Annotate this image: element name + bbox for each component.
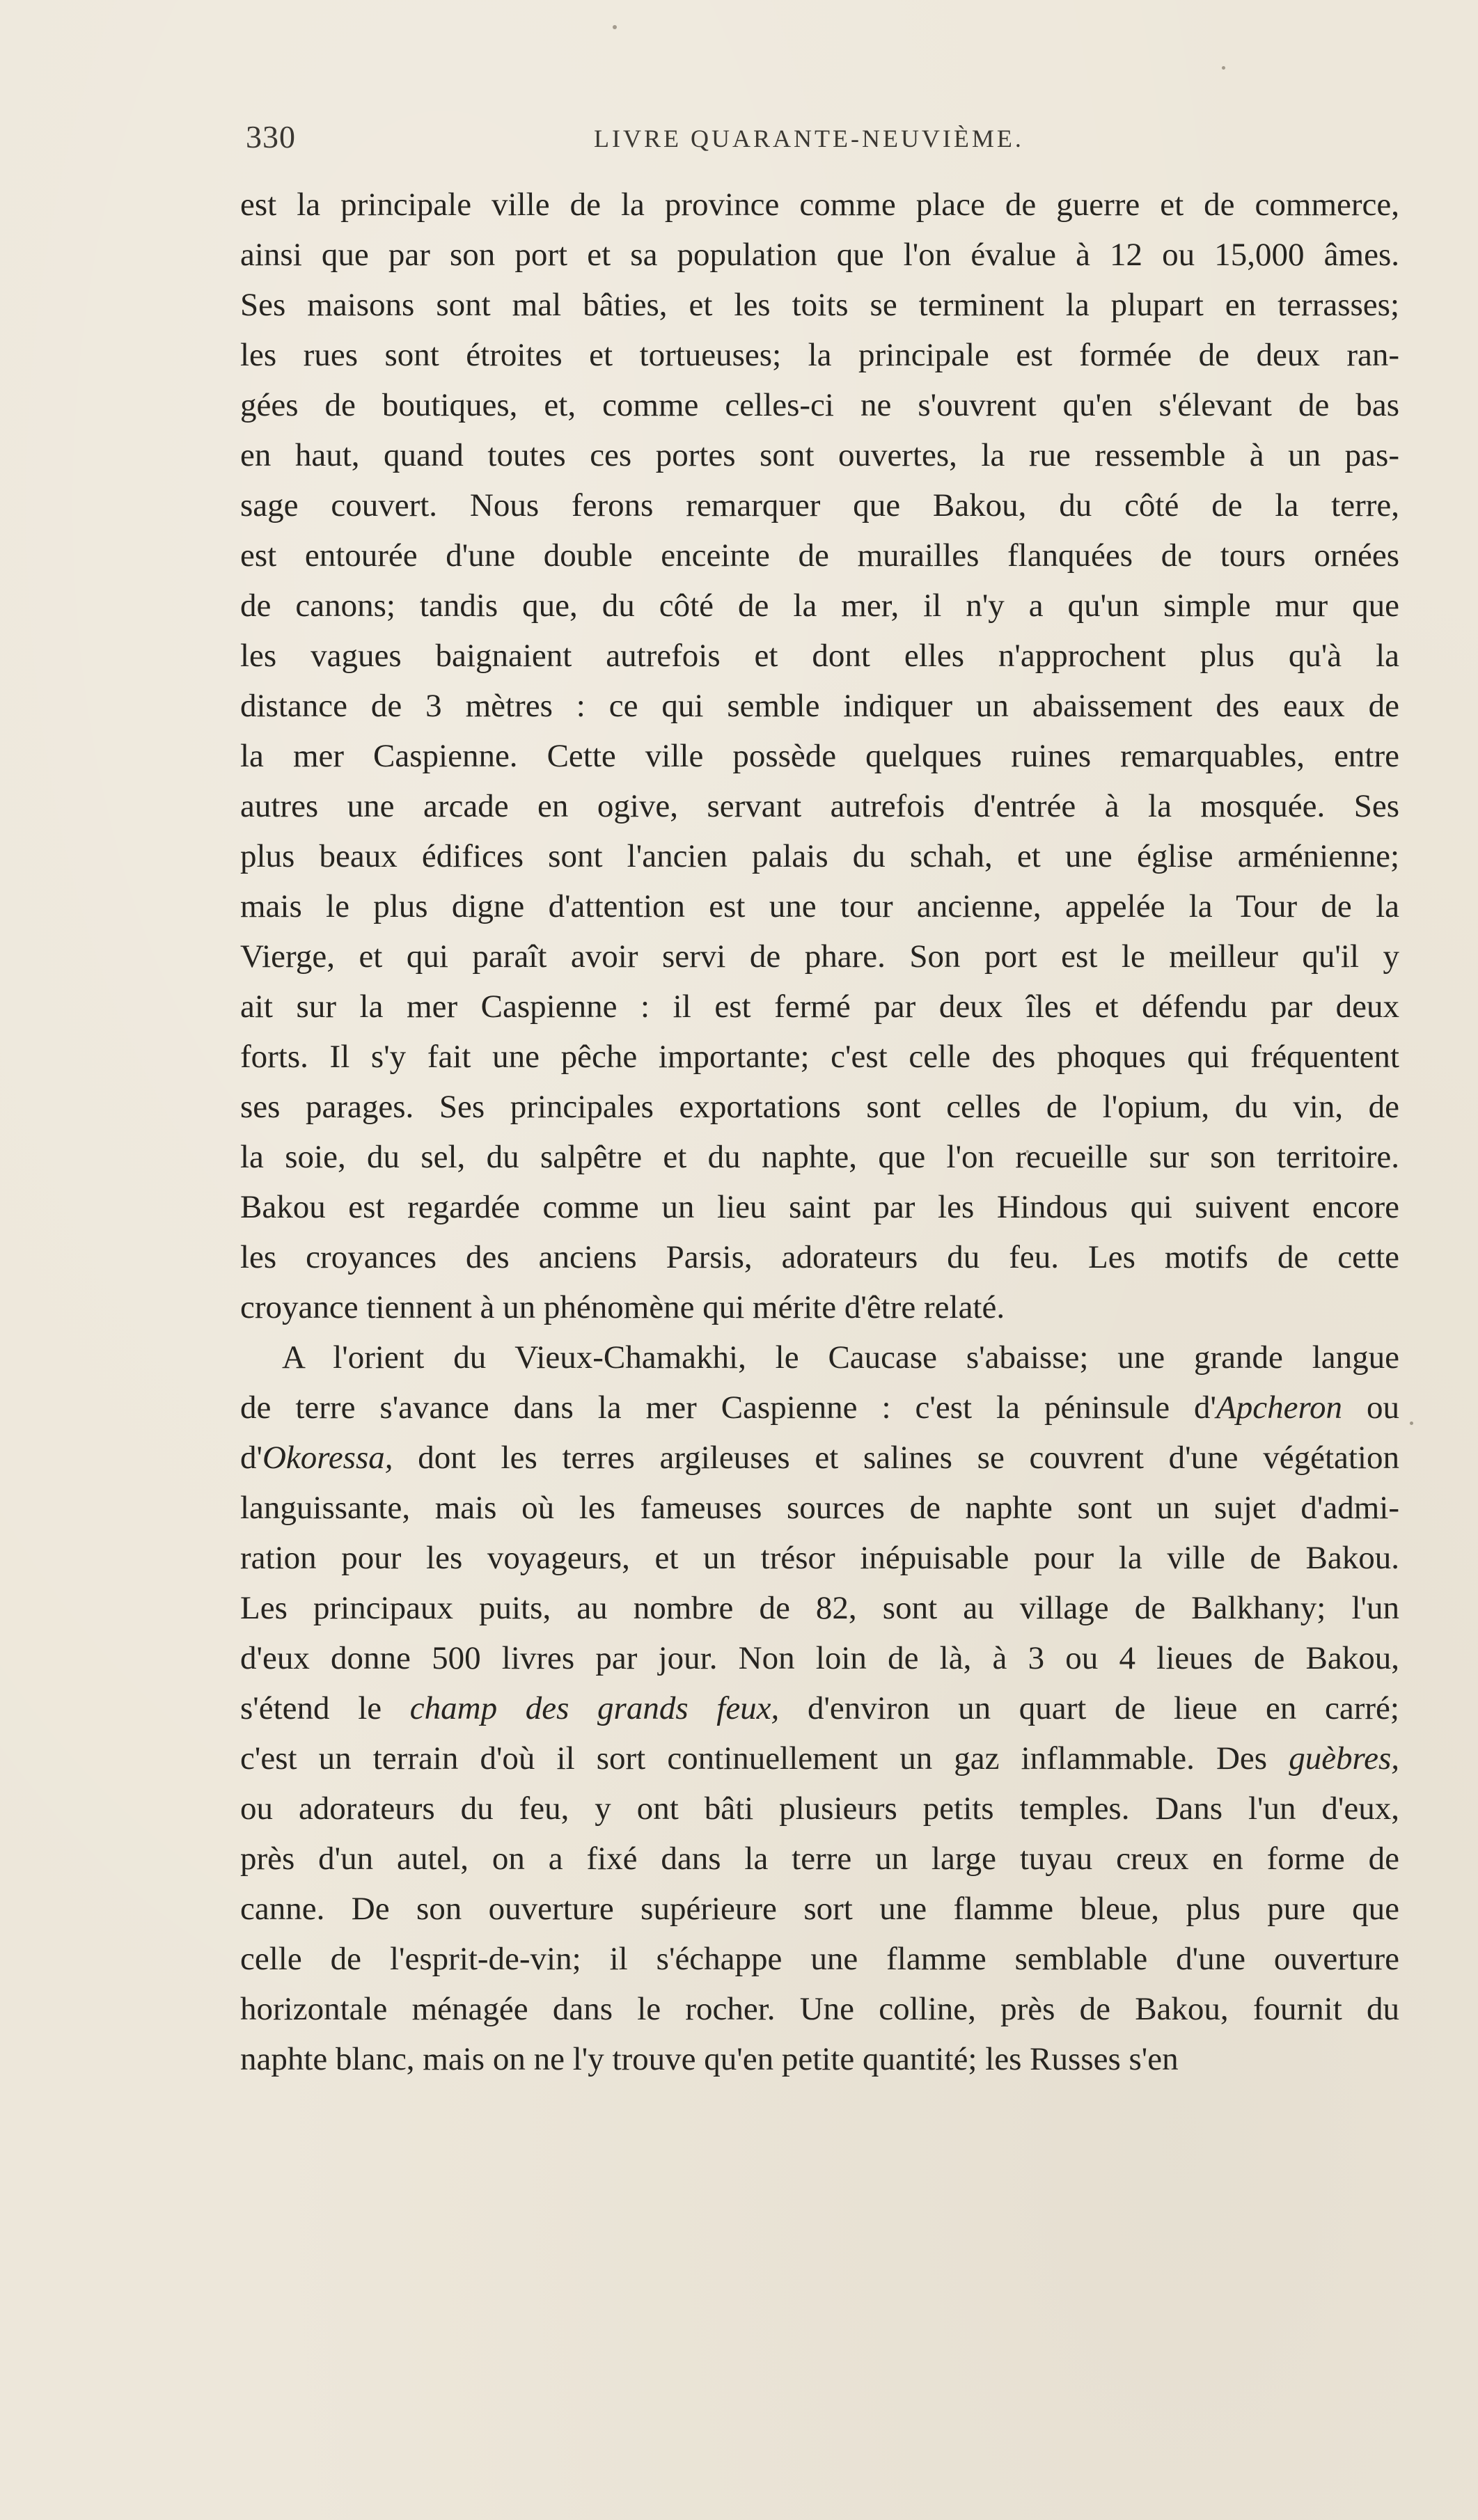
text-line	[240, 1533, 1399, 1583]
text-line	[240, 581, 1399, 631]
text-line	[240, 631, 1399, 681]
text-line	[240, 881, 1399, 931]
text-run: canne. De son ouverture supérieure sort une flamme bleue, plus pure que	[240, 1891, 1399, 1927]
text-run: Les principaux puits, au nombre de 82, sont au village de Balkhany; l'un	[240, 1590, 1399, 1626]
running-head	[246, 118, 1401, 160]
text-run: celle de l'esprit-de-vin; il s'échappe une flamme semblable d'une ouverture	[240, 1941, 1399, 1977]
text-run: les rues sont étroites et tortueuses; la principale est formée de deux ran-	[240, 337, 1399, 373]
text-run: ainsi que par son port et sa population que l'on évalue à 12 ou 15,000 âmes.	[240, 237, 1399, 273]
text-run: est la principale ville de la province comme place de guerre et de commerce,	[240, 187, 1399, 223]
text-run: Bakou est regardée comme un lieu saint par les Hindous qui suivent encore	[240, 1189, 1399, 1225]
text-line	[240, 2034, 1399, 2084]
text-line	[240, 1683, 1399, 1733]
text-line	[240, 1433, 1399, 1483]
text-run: distance de 3 mètres : ce qui semble indiquer un abaissement des eaux de	[240, 688, 1399, 724]
text-line	[240, 1633, 1399, 1683]
text-run: A l'orient du Vieux-Chamakhi, le Caucase s'abaisse; une grande langue	[282, 1339, 1399, 1376]
text-run: en haut, quand toutes ces portes sont ouvertes, la rue ressemble à un pas-	[240, 437, 1399, 473]
page-number: 330	[246, 119, 296, 155]
text-line	[240, 731, 1399, 781]
text-line	[240, 480, 1399, 530]
italic-text: champ des grands feux,	[409, 1690, 780, 1726]
running-title: LIVRE QUARANTE-NEUVIÈME.	[594, 125, 1024, 152]
italic-text: Apcheron	[1216, 1389, 1343, 1426]
text-run: ration pour les voyageurs, et un trésor inépuisable pour la ville de Bakou.	[240, 1540, 1399, 1576]
text-line	[240, 530, 1399, 581]
text-line	[240, 1583, 1399, 1633]
text-run: croyance tiennent à un phénomène qui mérite d'être relaté.	[240, 1289, 1005, 1325]
text-run: horizontale ménagée dans le rocher. Une colline, près de Bakou, fournit du	[240, 1991, 1399, 2027]
text-line	[240, 1232, 1399, 1282]
text-run: de canons; tandis que, du côté de la mer, il n'y a qu'un simple mur que	[240, 588, 1399, 624]
text-line	[240, 1733, 1399, 1783]
text-run: plus beaux édifices sont l'ancien palais du schah, et une église arménienne;	[240, 838, 1399, 874]
text-line	[240, 330, 1399, 380]
text-line	[240, 681, 1399, 731]
text-line	[240, 1783, 1399, 1834]
text-run: ou adorateurs du feu, y ont bâti plusieurs petits temples. Dans l'un d'eux,	[240, 1790, 1399, 1827]
text-run: mais le plus digne d'attention est une tour ancienne, appelée la Tour de la	[240, 888, 1399, 924]
text-run: c'est un terrain d'où il sort continuellement un gaz inflammable. Des	[240, 1740, 1289, 1777]
text-run: naphte blanc, mais on ne l'y trouve qu'en petite quantité; les Russes s'en	[240, 2041, 1179, 2077]
text-line	[240, 1383, 1399, 1433]
text-run: sage couvert. Nous ferons remarquer que Bakou, du côté de la terre,	[240, 487, 1399, 523]
text-run: ou	[1342, 1389, 1399, 1426]
text-line	[240, 1032, 1399, 1082]
text-run: d'	[240, 1440, 262, 1476]
text-run: ait sur la mer Caspienne : il est fermé par deux îles et défendu par deux	[240, 989, 1399, 1025]
body-text	[240, 180, 1399, 2084]
text-line	[240, 831, 1399, 881]
text-line	[240, 430, 1399, 480]
text-line	[240, 931, 1399, 982]
text-line	[240, 1082, 1399, 1132]
text-line	[240, 1834, 1399, 1884]
text-line	[240, 982, 1399, 1032]
text-run: est entourée d'une double enceinte de murailles flanquées de tours ornées	[240, 537, 1399, 574]
italic-text: guèbres,	[1289, 1740, 1399, 1777]
text-run: languissante, mais où les fameuses sources de naphte sont un sujet d'admi-	[240, 1490, 1399, 1526]
text-run: gées de boutiques, et, comme celles-ci ne s'ouvrent qu'en s'élevant de bas	[240, 387, 1399, 423]
text-line	[240, 380, 1399, 430]
text-line	[240, 280, 1399, 330]
text-run: s'étend le	[240, 1690, 410, 1726]
text-line	[240, 1332, 1399, 1383]
text-run: les croyances des anciens Parsis, adorateurs du feu. Les motifs de cette	[240, 1239, 1399, 1275]
paper-speck	[1222, 66, 1225, 70]
text-run: d'environ un quart de lieue en carré;	[779, 1690, 1399, 1726]
text-run: Ses maisons sont mal bâties, et les toits se terminent la plupart en terrasses;	[240, 287, 1399, 323]
paper-speck	[1026, 1150, 1029, 1153]
paper-speck	[613, 25, 617, 29]
text-run: autres une arcade en ogive, servant autrefois d'entrée à la mosquée. Ses	[240, 788, 1399, 824]
text-line	[240, 1132, 1399, 1182]
text-run: ses parages. Ses principales exportations sont celles de l'opium, du vin, de	[240, 1089, 1399, 1125]
text-run: la soie, du sel, du salpêtre et du naphte, que l'on recueille sur son territoire.	[240, 1139, 1399, 1175]
text-run: les vagues baignaient autrefois et dont elles n'approchent plus qu'à la	[240, 638, 1399, 674]
text-line	[240, 1282, 1399, 1332]
text-line	[240, 230, 1399, 280]
text-run: forts. Il s'y fait une pêche importante; c'est celle des phoques qui fréquentent	[240, 1039, 1399, 1075]
text-run: près d'un autel, on a fixé dans la terre un large tuyau creux en forme de	[240, 1841, 1399, 1877]
text-line	[240, 1934, 1399, 1984]
text-run: d'eux donne 500 livres par jour. Non loin de là, à 3 ou 4 lieues de Bakou,	[240, 1640, 1399, 1676]
text-line	[240, 180, 1399, 230]
text-run: de terre s'avance dans la mer Caspienne : c'est la péninsule d'	[240, 1389, 1217, 1426]
text-line	[240, 1182, 1399, 1232]
text-run: la mer Caspienne. Cette ville possède quelques ruines remarquables, entre	[240, 738, 1399, 774]
italic-text: Okoressa,	[262, 1440, 393, 1476]
text-line	[240, 1884, 1399, 1934]
text-line	[240, 781, 1399, 831]
text-line	[240, 1483, 1399, 1533]
text-run: Vierge, et qui paraît avoir servi de phare. Son port est le meilleur qu'il y	[240, 938, 1399, 975]
text-line	[240, 1984, 1399, 2034]
text-run: dont les terres argileuses et salines se couvrent d'une végétation	[393, 1440, 1399, 1476]
paper-speck	[1410, 1422, 1413, 1425]
